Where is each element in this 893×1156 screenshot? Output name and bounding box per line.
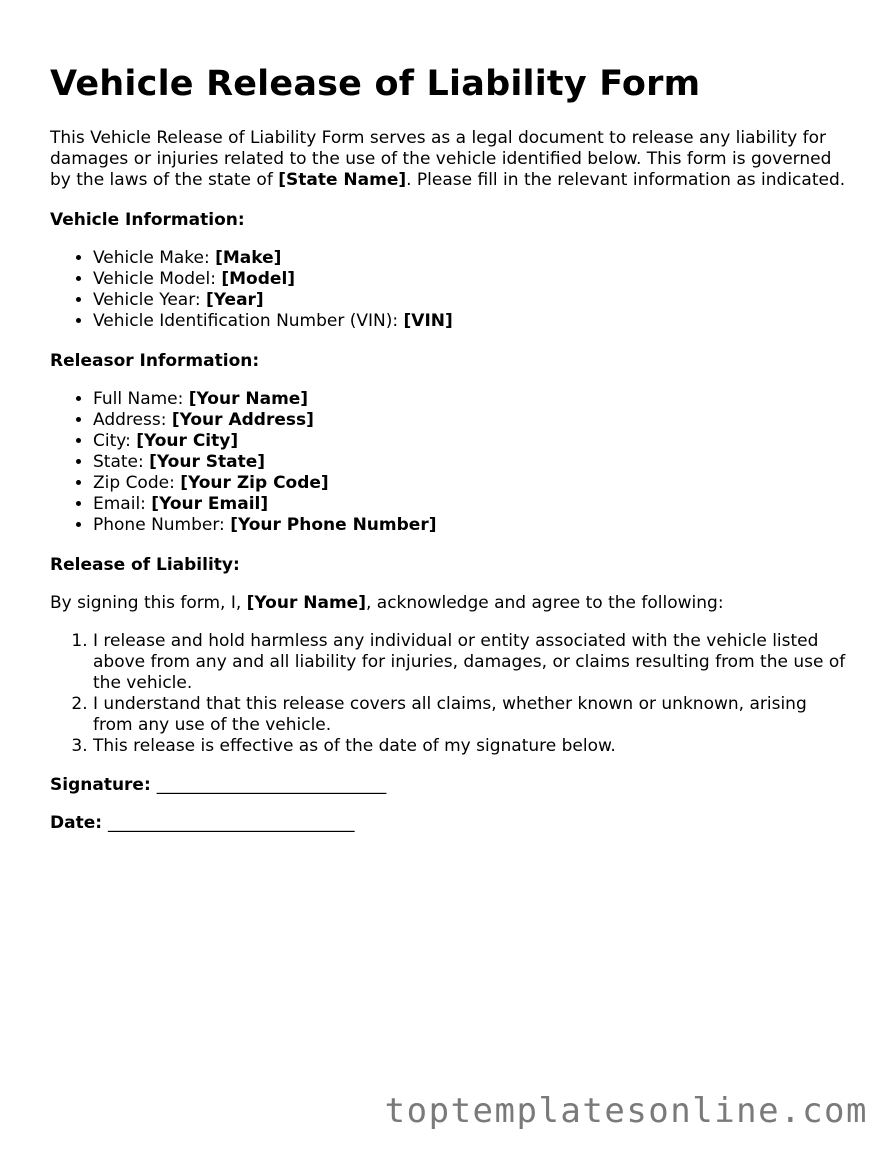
release-terms-list bbox=[50, 631, 850, 757]
date-label: Date: bbox=[50, 813, 103, 833]
document-page bbox=[50, 60, 850, 834]
phone-number-label: Phone Number: bbox=[93, 515, 231, 535]
zip-code-label: Zip Code: bbox=[93, 473, 181, 493]
list-item bbox=[93, 431, 850, 452]
date-field[interactable]: _____________________________ bbox=[107, 813, 355, 833]
city-label: City: bbox=[93, 431, 137, 451]
signature-line bbox=[50, 775, 850, 796]
address-value: [Your Address] bbox=[171, 410, 314, 430]
signature-field[interactable]: ___________________________ bbox=[156, 775, 387, 795]
list-item bbox=[93, 248, 850, 269]
vehicle-make-value: [Make] bbox=[215, 248, 282, 268]
statement-after: , acknowledge and agree to the following: bbox=[365, 593, 724, 613]
vehicle-info-heading: Vehicle Information: bbox=[50, 210, 245, 230]
address-label: Address: bbox=[93, 410, 172, 430]
list-item bbox=[93, 494, 850, 515]
full-name-value: [Your Name] bbox=[188, 389, 309, 409]
list-item bbox=[93, 473, 850, 494]
signature-label: Signature: bbox=[50, 775, 151, 795]
statement-before: By signing this form, I, bbox=[50, 593, 247, 613]
vehicle-info-list bbox=[50, 248, 850, 332]
vin-value: [VIN] bbox=[403, 311, 453, 331]
list-item bbox=[93, 410, 850, 431]
intro-paragraph bbox=[50, 128, 850, 191]
releasor-info-heading: Releasor Information: bbox=[50, 351, 260, 371]
list-item bbox=[93, 515, 850, 536]
acknowledgement-statement bbox=[50, 593, 850, 614]
date-line bbox=[50, 813, 850, 834]
phone-number-value: [Your Phone Number] bbox=[230, 515, 437, 535]
intro-text-after: . Please fill in the relevant information as indicated. bbox=[406, 170, 846, 190]
intro-text-before: This Vehicle Release of Liability Form serves as a legal document to release any liability for damages or injuries related to the use of the vehicle identified below. This form is governed by the laws of the state of bbox=[50, 128, 832, 190]
statement-name-placeholder: [Your Name] bbox=[246, 593, 366, 613]
release-term: 1. I release and hold harmless any individual or entity associated with the vehicle listed above from any and all liability for injuries, damages, or claims resulting from the use of the vehicle. bbox=[93, 631, 850, 694]
vehicle-year-value: [Year] bbox=[206, 290, 264, 310]
vehicle-year-label: Vehicle Year: bbox=[93, 290, 207, 310]
release-term: 3. This release is effective as of the date of my signature below. bbox=[93, 736, 850, 757]
email-label: Email: bbox=[93, 494, 152, 514]
email-value: [Your Email] bbox=[151, 494, 269, 514]
vehicle-model-value: [Model] bbox=[221, 269, 296, 289]
page-title: Vehicle Release of Liability Form bbox=[50, 64, 701, 104]
release-term: 2. I understand that this release covers all claims, whether known or unknown, arising from any use of the vehicle. bbox=[93, 694, 850, 736]
releasor-info-list bbox=[50, 389, 850, 536]
list-item bbox=[93, 389, 850, 410]
vehicle-model-label: Vehicle Model: bbox=[93, 269, 222, 289]
list-item bbox=[93, 311, 850, 332]
list-item bbox=[93, 452, 850, 473]
full-name-label: Full Name: bbox=[93, 389, 189, 409]
list-item bbox=[93, 290, 850, 311]
release-of-liability-heading: Release of Liability: bbox=[50, 555, 240, 575]
vehicle-make-label: Vehicle Make: bbox=[93, 248, 216, 268]
zip-code-value: [Your Zip Code] bbox=[180, 473, 329, 493]
watermark-text: toptemplatesonline.com bbox=[384, 1091, 868, 1131]
city-value: [Your City] bbox=[136, 431, 239, 451]
state-value: [Your State] bbox=[149, 452, 266, 472]
state-label: State: bbox=[93, 452, 150, 472]
list-item bbox=[93, 269, 850, 290]
vin-label: Vehicle Identification Number (VIN): bbox=[93, 311, 404, 331]
state-name-placeholder: [State Name] bbox=[278, 170, 407, 190]
